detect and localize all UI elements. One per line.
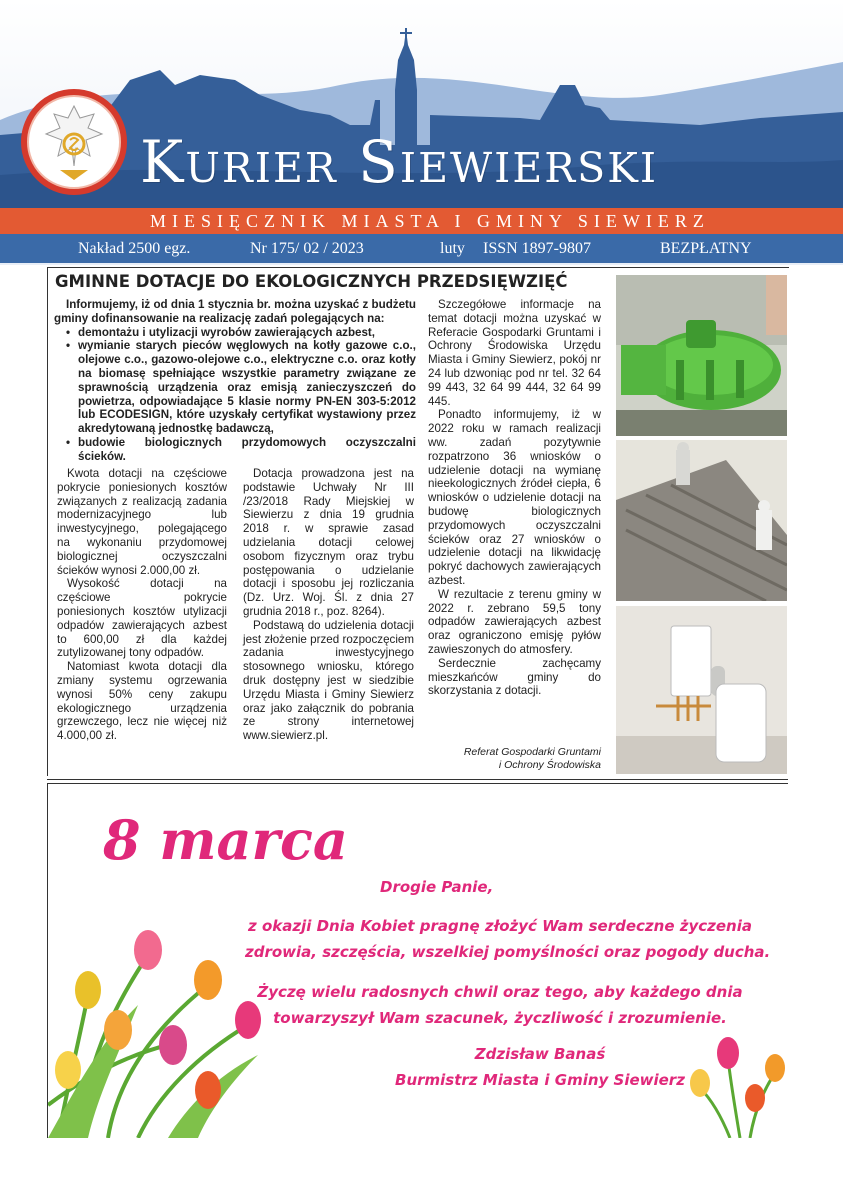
septic-tank-photo [616,275,787,436]
paragraph: Natomiast kwota dotacji dla zmiany systemu ogrzewania wynosi 50% ceny zakupu ekologicznego urządzenia grzewczego, lecz nie więcej niż 4.000,00 zł. [57,660,227,743]
greeting-line: z okazji Dnia Kobiet pragnę złożyć Wam serdeczne życzenia [248,917,752,935]
paragraph: Wysokość dotacji na częściowe pokrycie poniesionych kosztów utylizacji odpadów zawierających azbest to 600,00 zł dla każdej zutylizowanej tony odpadów. [57,577,227,660]
paragraph: Kwota dotacji na częściowe pokrycie poniesionych kosztów związanych z realizacją zadania modernizacyjnego lub inwestycyjnego, polegającego na wykonaniu przydomowej biologicznej oczyszczalni ścieków wynosi 2.000,00 zł. [57,467,227,577]
paragraph: W rezultacie z terenu gminy w 2022 r. zebrano 59,5 tony odpadów zawierających azbest oraz ograniczono emisję pyłów zawieszonych do atmosfery. [428,587,601,656]
article-title: GMINNE DOTACJE DO EKOLOGICZNYCH PRZEDSIĘWZIĘĆ [55,272,568,291]
newspaper-title: Kurier Siewierski [140,128,659,196]
article-signature [428,746,601,772]
article-divider [47,779,788,780]
greeting-author-title: Burmistrz Miasta i Gminy Siewierz [395,1071,685,1089]
paragraph: Ponadto informujemy, iż w 2022 roku w ramach realizacji ww. zadań pozytywnie rozpatrzono 36 wniosków o udzielenie dotacji na wymianę nieekologicznych źródeł ciepła, 6 wniosków o udzielenie dotacji na budowę biologicznych przydomowych oczyszczalni ścieków oraz 27 wniosków o udzielenie dotacji na likwidację pokryć dachowych zawierających azbest. [428,408,601,587]
list-item: • budowie biologicznych przydomowych oczyszczalni ścieków. [78,436,416,464]
paragraph: Podstawą do udzielenia dotacji jest złożenie przed rozpoczęciem zadania inwestycyjnego stosownego wniosku, którego druk dostępny jest w siedzibie Urzędu Miasta i Gminy Siewierz oraz jako załącznik do pobrania ze strony internetowej www.siewierz.pl. [243,618,414,743]
article-intro [54,298,416,464]
coat-of-arms-emblem [20,88,128,196]
intro-text: Informujemy, iż od dnia 1 stycznia br. można uzyskać z budżetu gminy dofinansowanie na realizację zadań polegających na: [54,298,416,325]
list-item: • demontażu i utylizacji wyrobów zawierających azbest, [78,326,416,340]
tulip-bouquet [48,845,278,1138]
signature-line: Referat Gospodarki Gruntami [463,746,601,758]
greeting-heading: 8 marca [103,808,348,872]
greeting-divider [47,783,788,784]
newspaper-subtitle: MIESIĘCZNIK MIASTA I GMINY SIEWIERZ [150,211,710,231]
greeting-salutation: Drogie Panie, [380,878,494,896]
greeting-author: Zdzisław Banaś [474,1045,606,1063]
gas-boiler-photo [616,606,787,774]
list-item: • wymianie starych pieców węglowych na kotły gazowe c.o., olejowe c.o., gazowo-olejowe c.o., elektryczne c.o. oraz kotły na biomasę spełniające wszystkie parametry związane ze sprawnością urządzenia oraz emisją zanieczyszczeń do powietrza, odpowiadające 5 klasie normy PN-EN 303-5:2012 lub ECODESIGN, które uzyskały certyfikat wystawiony przez akredytowaną jednostkę badawczą, [78,339,416,436]
masthead [0,0,843,265]
greeting-line: zdrowia, szczęścia, wszelkiej pomyślności oraz pogody ducha. [245,943,771,961]
roof-asbestos-removal-photo [616,440,787,601]
price: BEZPŁATNY [660,240,752,257]
paragraph: Serdecznie zachęcamy mieszkańców gminy do skorzystania z dotacji. [428,656,601,698]
article-column-1 [57,467,227,743]
paragraph: Dotacja prowadzona jest na podstawie Uchwały Nr III /23/2018 Rady Miejskiej w Siewierzu z dnia 19 grudnia 2018 r. w sprawie zasad udzielania dotacji celowej osobom fizycznym oraz trybu postępowania o udzielanie dotacji i sposobu jej rozliczania (Dz. Urz. Woj. Śl. z dnia 27 grudnia 2018 r., poz. 8264). [243,467,414,618]
greeting-line: Życzę wielu radosnych chwil oraz tego, aby każdego dnia [257,983,743,1001]
bullet-list [54,326,416,464]
issue-month: luty [440,240,465,257]
paragraph: Szczegółowe informacje na temat dotacji można uzyskać w Referacie Gospodarki Gruntami i Ochrony Środowiska Urzędu Miasta i Gminy Siewierz, pokój nr 24 lub dzwoniąc pod nr tel. 32 64 99 443, 32 64 99 444, 32 64 99 445. [428,298,601,408]
greeting-line: towarzyszył Wam szacunek, życzliwość i zrozumienie. [273,1009,727,1027]
issue-number: Nr 175/ 02 / 2023 [250,240,364,257]
article-column-2 [243,467,414,743]
article-column-3 [428,298,601,698]
circulation: Nakład 2500 egz. [78,240,191,257]
issn: ISSN 1897-9807 [483,240,592,257]
signature-line: i Ochrony Środowiska [498,759,601,771]
